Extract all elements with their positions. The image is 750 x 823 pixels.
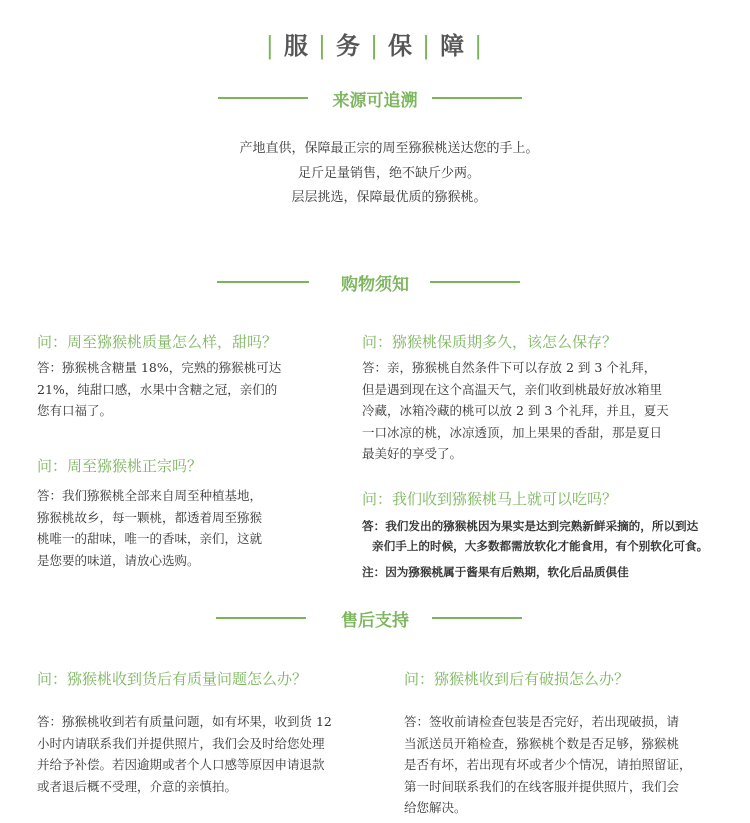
answer-damaged [404,711,744,819]
intro-block [0,137,750,211]
title-divider: | [474,32,485,60]
answer-line: 答：签收前请检查包装是否完好，若出现破损，请 [404,714,680,729]
answer-line: 亲们手上的时候，大多数都需放软化才能食用，有个别软化可食。 [372,539,709,553]
title-divider: | [265,32,276,60]
title-divider: | [422,32,433,60]
intro-line: 产地直供，保障最正宗的周至猕猴桃送达您的手上。 [239,141,539,156]
answer-line: 第一时间联系我们的在线客服并提供照片，我们会 [404,778,680,794]
answer-line: 答：我们猕猴桃全部来自周至种植基地， [37,488,263,503]
title-divider: | [369,32,381,60]
answer-line: 一口冰凉的桃，冰凉透顶，加上果果的香甜，那是夏日 [362,424,663,440]
answer-line: 桃唯一的甜味，唯一的香味，亲们，这就 [37,531,263,546]
question-shelf-life: 问：猕猴桃保质期多久，该怎么保存？ [362,333,618,351]
section-heading-traceable [0,86,750,110]
answer-line: 但是遇到现在这个高温天气，亲们收到桃最好放冰箱里 [362,381,663,397]
answer-line: 小时内请联系我们并提供照片，我们会及时给您处理 [37,735,325,751]
answer-quality [37,357,337,422]
answer-line: 或者退后概不受理，介意的亲慎拍。 [37,778,238,794]
answer-line: 并给予补偿。若因逾期或者个人口感等原因申请退款 [37,757,325,772]
title-char: 障 [440,31,467,60]
intro-line: 层层挑选，保障最优质的猕猴桃。 [291,190,487,205]
answer-note: 注：因为猕猴桃属于酱果有后熟期，软化后品质俱佳 [362,565,629,579]
answer-shelf-life [362,357,742,465]
answer-line: 给您解决。 [404,800,467,815]
section-heading-after-sales [0,606,750,630]
answer-line: 最美好的享受了。 [362,446,463,461]
question-quality: 问：周至猕猴桃质量怎么样，甜吗？ [37,333,278,351]
answer-quality-issue [37,711,377,797]
answer-line: 是您要的味道，请放心选购。 [37,552,200,568]
section-heading-text: 售后支持 [341,611,409,631]
answer-line: 冷藏，冰箱冷藏的桃可以放 2 到 3 个礼拜，并且，夏天 [362,403,669,418]
answer-line: 答：亲，猕猴桃自然条件下可以存放 2 到 3 个礼拜， [362,360,657,375]
title-char: 保 [388,31,415,60]
title-char: 务 [335,31,362,60]
answer-line: 21%，纯甜口感，水果中含糖之冠，亲们的 [37,381,278,397]
title-char: 服 [283,31,310,60]
answer-line: 您有口福了。 [37,403,113,418]
section-heading-shopping-notice [0,270,750,294]
answer-line: 答：猕猴桃含糖量 18%，完熟的猕猴桃可达 [37,360,282,375]
section-heading-text: 来源可追溯 [332,91,418,111]
question-eat-now: 问：我们收到猕猴桃马上就可以吃吗？ [362,490,618,508]
section-heading-text: 购物须知 [341,275,409,295]
page-title [0,26,750,61]
intro-line: 足斤足量销售，绝不缺斤少两。 [297,165,480,181]
answer-eat-now [362,516,747,582]
answer-line: 答：猕猴桃收到若有质量问题，如有坏果，收到货 12 [37,714,332,729]
answer-line: 答：我们发出的猕猴桃因为果实是达到完熟新鲜采摘的，所以到达 [362,519,699,533]
answer-authentic [37,485,337,571]
answer-line: 当派送员开箱检查，猕猴桃个数是否足够，猕猴桃 [404,735,680,751]
question-authentic: 问：周至猕猴桃正宗吗？ [37,457,203,475]
answer-line: 是否有坏，若出现有坏或者少个情况，请拍照留证， [404,757,692,772]
question-damaged: 问：猕猴桃收到后有破损怎么办？ [404,670,630,688]
answer-line: 猕猴桃故乡，每一颗桃，都透着周至猕猴 [37,509,263,525]
question-quality-issue: 问：猕猴桃收到货后有质量问题怎么办？ [37,670,308,688]
title-divider: | [317,32,328,60]
